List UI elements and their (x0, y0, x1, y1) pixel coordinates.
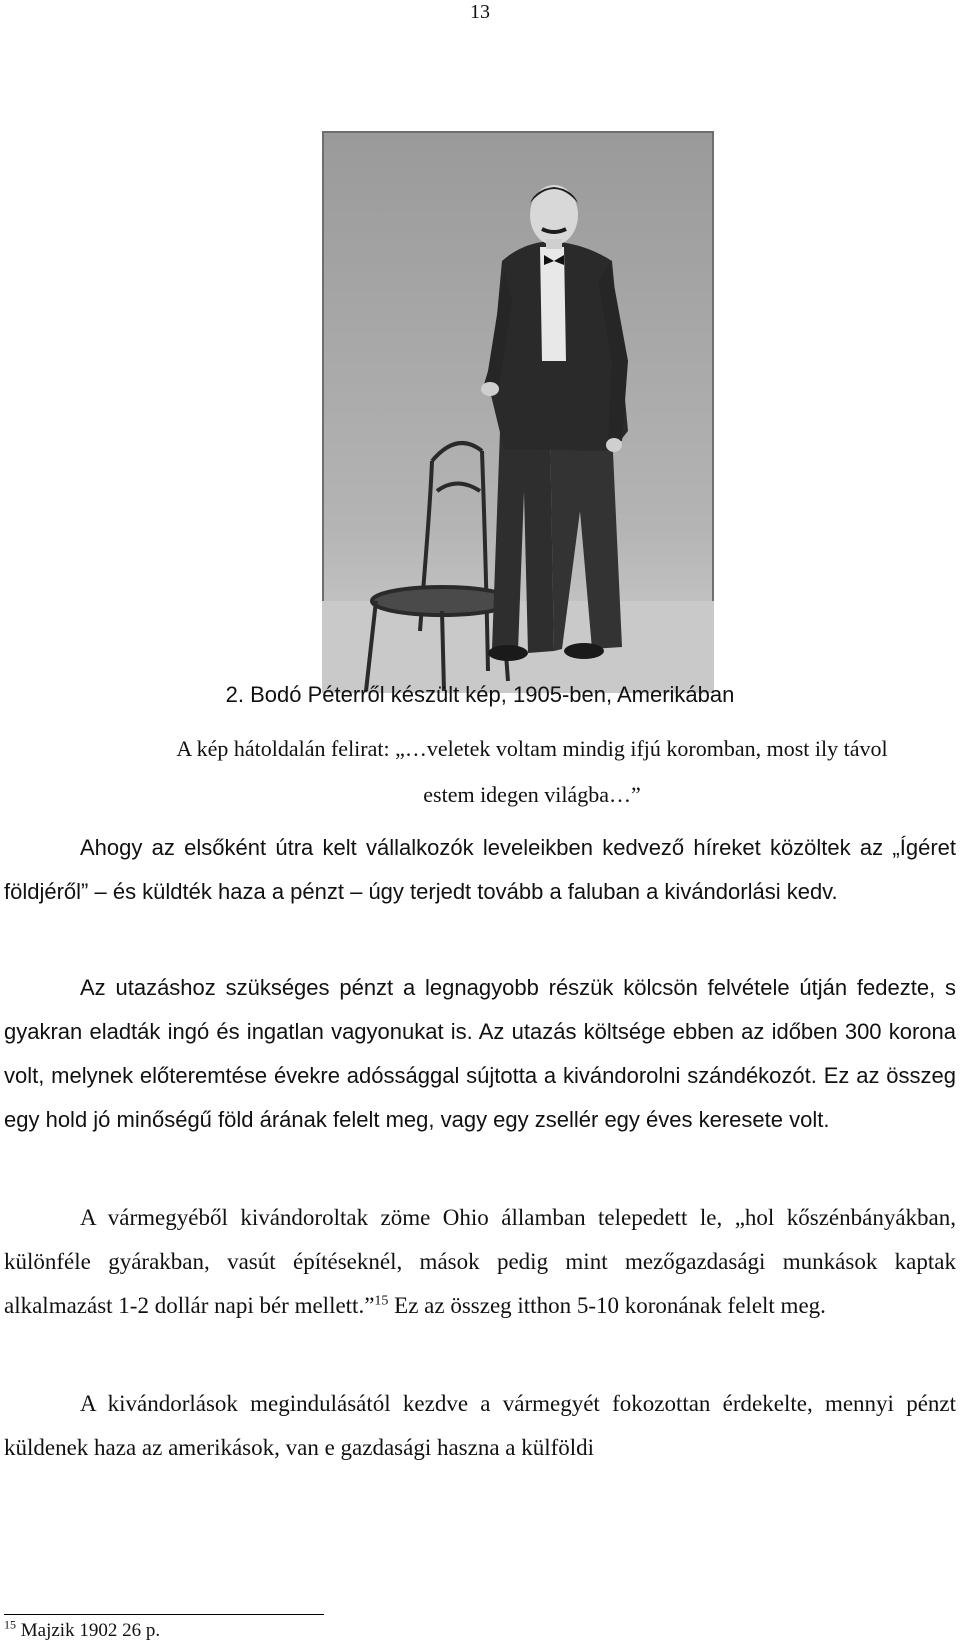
inscription-line-1: A kép hátoldalán felirat: „…veletek voltam mindig ifjú koromban, most ily távol (176, 736, 888, 761)
footnote-text: Majzik 1902 26 p. (20, 1620, 161, 1641)
paragraph-2 (4, 966, 956, 1142)
paragraph-3 (4, 1196, 956, 1328)
paragraph-2-text: Az utazáshoz szükséges pénzt a legnagyobb részük kölcsön felvétele útján fedezte, s gyakran eladták ingó és ingatlan vagyonukat is. Az utazás költsége ebben az időben 300 korona volt, melynek előteremtése évekre adóssággal sújtotta a kivándorolni szándékozót. Ez az összeg egy hold jó minőségű föld árának felelt meg, vagy egy zsellér egy éves keresete volt. (4, 975, 956, 1132)
footnote (4, 1618, 160, 1644)
paragraph-4-text: A kivándorlások megindulásától kezdve a vármegyét fokozottan érdekelte, mennyi pénzt küldenek haza az amerikások, van e gazdasági haszna a külföldi (4, 1391, 956, 1460)
page-number: 13 (470, 1, 490, 23)
footnote-number: 15 (4, 1617, 16, 1632)
photo-caption: 2. Bodó Péterről készült kép, 1905-ben, Amerikában (225, 682, 735, 707)
paragraph-3-before: A vármegyéből kivándoroltak zöme Ohio államban telepedett le, „hol kőszénbányákban, különféle gyárakban, vasút építéseknél, mások pedig mint mezőgazdasági munkások kaptak alkalmazást 1-2 dollár napi bér mellett.” (4, 1205, 956, 1318)
paragraph-1-text: Ahogy az elsőként útra kelt vállalkozók leveleikben kedvező híreket közöltek az „Ígéret földjéről” – és küldték haza a pénzt – úgy terjedt tovább a faluban a kivándorlási kedv. (4, 835, 956, 904)
paragraph-3-text (4, 1196, 956, 1328)
portrait-photo-image (322, 131, 714, 693)
historical-photo (322, 131, 714, 693)
paragraph-1 (4, 826, 956, 914)
footnote-reference: 15 (374, 1293, 389, 1309)
paragraph-4 (4, 1382, 956, 1470)
inscription-line-2: estem idegen világba…” (423, 782, 641, 807)
paragraph-3-after: Ez az összeg itthon 5-10 koronának felelt meg. (388, 1293, 826, 1318)
footnote-divider (4, 1614, 324, 1615)
